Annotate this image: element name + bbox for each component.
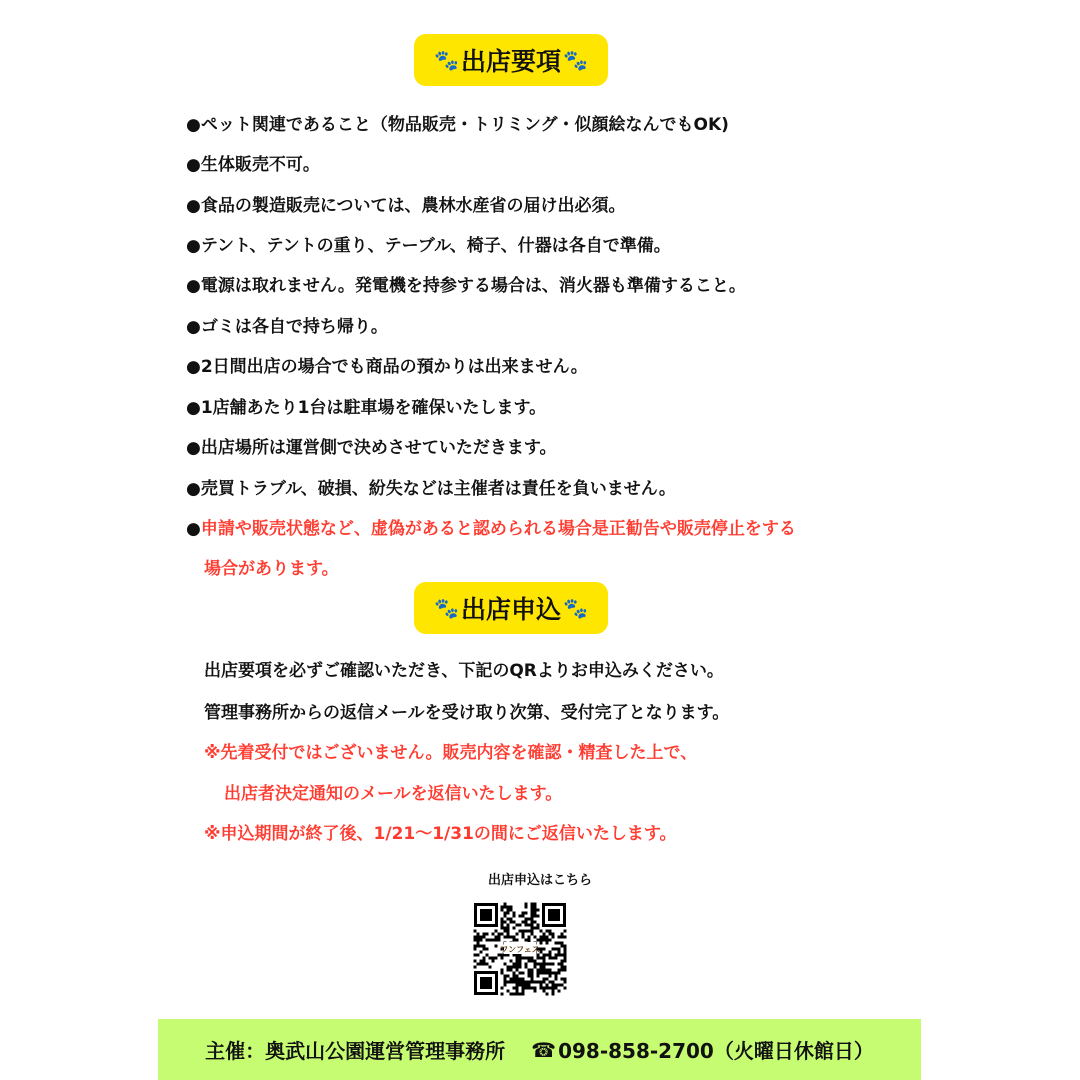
requirements-title-badge <box>414 34 608 86</box>
paw-print-icon: 🐾 <box>563 596 588 620</box>
requirement-item: ●テント、テントの重り、テーブル、椅子、什器は各自で準備。 <box>186 236 671 256</box>
application-note: ※申込期間が終了後、1/21〜1/31の間にご返信いたします。 <box>204 824 677 844</box>
application-instruction: 管理事務所からの返信メールを受け取り次第、受付完了となります。 <box>204 703 730 723</box>
qr-label: 出店申込はこちら <box>487 873 592 888</box>
application-note-cont: 出店者決定通知のメールを返信いたします。 <box>224 784 563 804</box>
requirement-warning-cont: 場合があります。 <box>204 559 339 579</box>
phone-number: 098-858-2700（火曜日休館日） <box>558 1039 874 1063</box>
organizer-text: 主催：奥武山公園運営管理事務所 <box>205 1039 506 1063</box>
phone-icon: ☎ <box>531 1037 557 1062</box>
requirement-warning: ●申請や販売状態など、虚偽があると認められる場合是正勧告や販売停止をする <box>186 519 796 539</box>
requirement-item: ●食品の製造販売については、農林水産省の届け出必須。 <box>186 196 626 216</box>
requirement-item: ●ゴミは各自で持ち帰り。 <box>186 317 388 337</box>
paw-print-icon: 🐾 <box>563 48 588 72</box>
qr-code[interactable] <box>472 901 568 997</box>
paw-print-icon: 🐾 <box>434 596 459 620</box>
application-note: ※先着受付ではございません。販売内容を確認・精査した上で、 <box>204 743 698 763</box>
footer-bar <box>158 1019 921 1080</box>
requirement-item: ●出店場所は運営側で決めさせていただきます。 <box>186 438 557 458</box>
requirement-item: ●電源は取れません。発電機を持参する場合は、消火器も準備すること。 <box>186 276 746 296</box>
requirement-item: ●1店舗あたり1台は駐車場を確保いたします。 <box>186 398 547 418</box>
requirement-item: ●売買トラブル、破損、紛失などは主催者は責任を負いません。 <box>186 479 676 499</box>
application-title: 出店申込 <box>460 595 561 624</box>
requirement-item: ●生体販売不可。 <box>186 155 320 175</box>
requirements-title: 出店要項 <box>460 47 561 76</box>
application-instruction: 出店要項を必ずご確認いただき、下記のQRよりお申込みください。 <box>204 661 724 681</box>
application-title-badge <box>414 582 608 634</box>
paw-print-icon: 🐾 <box>434 48 459 72</box>
requirement-item: ●2日間出店の場合でも商品の預かりは出来ません。 <box>186 357 588 377</box>
qr-center-text: ワンフェス <box>500 945 540 954</box>
requirement-item: ●ペット関連であること（物品販売・トリミング・似顔絵なんでもOK) <box>186 115 729 135</box>
